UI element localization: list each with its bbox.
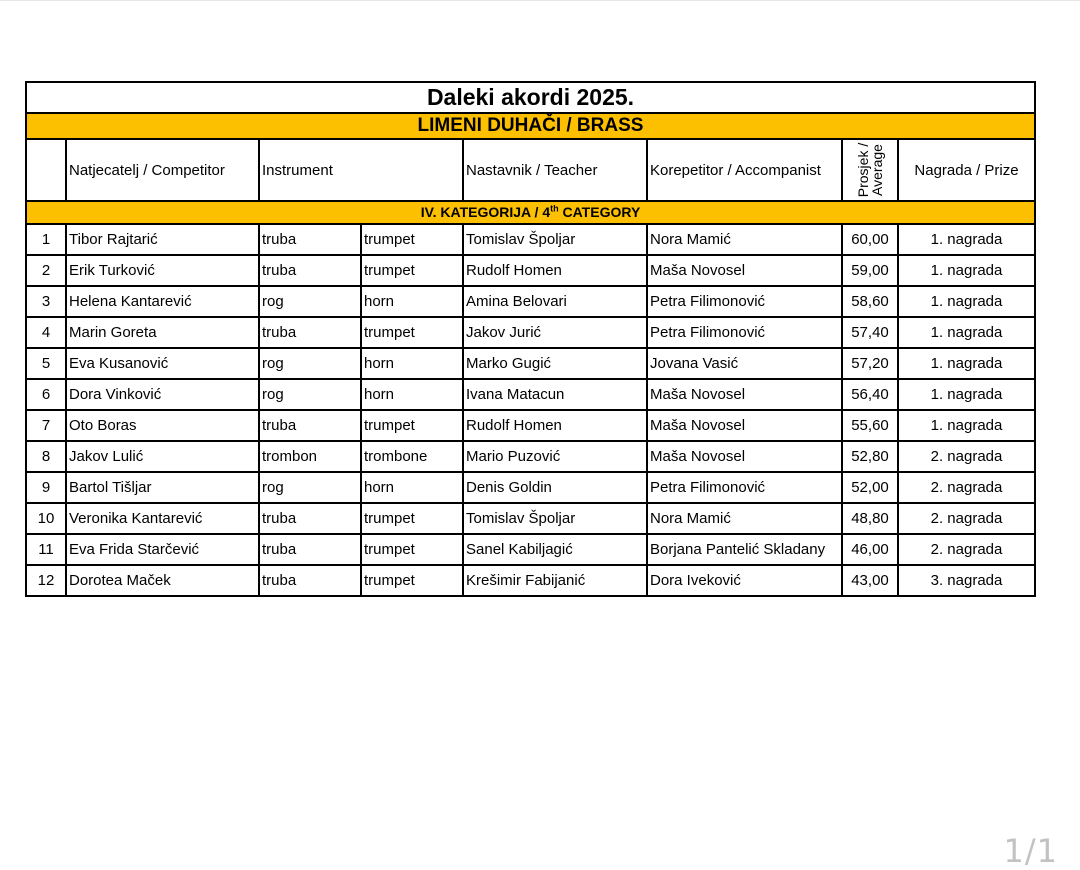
cell-instrument-croatian: rog: [259, 348, 361, 379]
table-row: [26, 286, 1035, 317]
table-row: [26, 441, 1035, 472]
cell-average: 43,00: [842, 565, 898, 596]
cell-teacher: Rudolf Homen: [463, 410, 647, 441]
cell-accompanist: Dora Iveković: [647, 565, 842, 596]
cell-number: 12: [26, 565, 66, 596]
category-ordinal-suffix: th: [550, 203, 559, 214]
cell-accompanist: Nora Mamić: [647, 503, 842, 534]
table-row: [26, 379, 1035, 410]
cell-instrument-english: horn: [361, 348, 463, 379]
cell-instrument-english: trumpet: [361, 410, 463, 441]
cell-prize: 2. nagrada: [898, 503, 1035, 534]
cell-average: 55,60: [842, 410, 898, 441]
header-instrument: Instrument: [259, 139, 463, 201]
cell-number: 9: [26, 472, 66, 503]
cell-teacher: Tomislav Špoljar: [463, 224, 647, 255]
cell-number: 11: [26, 534, 66, 565]
cell-instrument-croatian: truba: [259, 317, 361, 348]
header-accompanist: Korepetitor / Accompanist: [647, 139, 842, 201]
cell-competitor: Eva Frida Starčević: [66, 534, 259, 565]
cell-instrument-english: trumpet: [361, 224, 463, 255]
table-row: [26, 348, 1035, 379]
cell-average: 52,00: [842, 472, 898, 503]
cell-accompanist: Jovana Vasić: [647, 348, 842, 379]
cell-average: 46,00: [842, 534, 898, 565]
header-competitor: Natjecatelj / Competitor: [66, 139, 259, 201]
table-row: [26, 503, 1035, 534]
cell-teacher: Krešimir Fabijanić: [463, 565, 647, 596]
cell-instrument-croatian: truba: [259, 410, 361, 441]
header-number: [26, 139, 66, 201]
section-heading: LIMENI DUHAČI / BRASS: [26, 113, 1035, 139]
cell-accompanist: Maša Novosel: [647, 255, 842, 286]
cell-prize: 3. nagrada: [898, 565, 1035, 596]
cell-prize: 1. nagrada: [898, 286, 1035, 317]
cell-instrument-english: trumpet: [361, 565, 463, 596]
header-teacher: Nastavnik / Teacher: [463, 139, 647, 201]
page-indicator: 1/1: [1003, 832, 1058, 870]
cell-competitor: Oto Boras: [66, 410, 259, 441]
cell-accompanist: Petra Filimonović: [647, 317, 842, 348]
cell-number: 4: [26, 317, 66, 348]
cell-accompanist: Petra Filimonović: [647, 472, 842, 503]
category-suffix: CATEGORY: [558, 204, 641, 220]
cell-number: 3: [26, 286, 66, 317]
cell-number: 10: [26, 503, 66, 534]
header-average-label: Prosjek / Average: [855, 142, 885, 198]
cell-number: 1: [26, 224, 66, 255]
cell-competitor: Helena Kantarević: [66, 286, 259, 317]
cell-competitor: Marin Goreta: [66, 317, 259, 348]
cell-competitor: Dora Vinković: [66, 379, 259, 410]
category-prefix: IV. KATEGORIJA / 4: [420, 204, 551, 220]
cell-prize: 1. nagrada: [898, 255, 1035, 286]
cell-instrument-english: trombone: [361, 441, 463, 472]
cell-instrument-english: horn: [361, 286, 463, 317]
table-row: [26, 410, 1035, 441]
cell-accompanist: Maša Novosel: [647, 441, 842, 472]
cell-prize: 2. nagrada: [898, 534, 1035, 565]
cell-competitor: Tibor Rajtarić: [66, 224, 259, 255]
cell-teacher: Tomislav Špoljar: [463, 503, 647, 534]
category-heading: [26, 201, 1035, 224]
cell-competitor: Jakov Lulić: [66, 441, 259, 472]
cell-number: 8: [26, 441, 66, 472]
cell-instrument-english: trumpet: [361, 534, 463, 565]
cell-instrument-croatian: truba: [259, 503, 361, 534]
cell-teacher: Denis Goldin: [463, 472, 647, 503]
cell-instrument-croatian: rog: [259, 472, 361, 503]
table-row: [26, 472, 1035, 503]
document-title: Daleki akordi 2025.: [26, 82, 1035, 113]
cell-average: 58,60: [842, 286, 898, 317]
cell-teacher: Jakov Jurić: [463, 317, 647, 348]
cell-prize: 1. nagrada: [898, 317, 1035, 348]
cell-prize: 1. nagrada: [898, 348, 1035, 379]
header-prize: Nagrada / Prize: [898, 139, 1035, 201]
header-average: [842, 139, 898, 201]
cell-instrument-croatian: truba: [259, 534, 361, 565]
cell-instrument-croatian: truba: [259, 224, 361, 255]
cell-accompanist: Nora Mamić: [647, 224, 842, 255]
cell-instrument-croatian: rog: [259, 379, 361, 410]
cell-average: 60,00: [842, 224, 898, 255]
cell-instrument-croatian: rog: [259, 286, 361, 317]
table-row: [26, 565, 1035, 596]
cell-number: 7: [26, 410, 66, 441]
cell-instrument-english: trumpet: [361, 255, 463, 286]
cell-number: 5: [26, 348, 66, 379]
viewer-top-edge: [0, 0, 1080, 1]
cell-average: 57,40: [842, 317, 898, 348]
cell-teacher: Sanel Kabiljagić: [463, 534, 647, 565]
cell-instrument-english: horn: [361, 472, 463, 503]
cell-prize: 1. nagrada: [898, 410, 1035, 441]
cell-competitor: Erik Turković: [66, 255, 259, 286]
table-row: [26, 255, 1035, 286]
cell-prize: 2. nagrada: [898, 441, 1035, 472]
cell-instrument-croatian: truba: [259, 565, 361, 596]
cell-accompanist: Petra Filimonović: [647, 286, 842, 317]
cell-instrument-english: horn: [361, 379, 463, 410]
column-header-row: [26, 139, 1035, 201]
cell-number: 2: [26, 255, 66, 286]
cell-average: 57,20: [842, 348, 898, 379]
cell-competitor: Dorotea Maček: [66, 565, 259, 596]
cell-instrument-english: trumpet: [361, 503, 463, 534]
cell-teacher: Ivana Matacun: [463, 379, 647, 410]
cell-accompanist: Borjana Pantelić Skladany: [647, 534, 842, 565]
cell-teacher: Mario Puzović: [463, 441, 647, 472]
cell-competitor: Veronika Kantarević: [66, 503, 259, 534]
cell-instrument-croatian: truba: [259, 255, 361, 286]
cell-competitor: Eva Kusanović: [66, 348, 259, 379]
cell-average: 59,00: [842, 255, 898, 286]
cell-competitor: Bartol Tišljar: [66, 472, 259, 503]
table-row: [26, 317, 1035, 348]
cell-prize: 1. nagrada: [898, 224, 1035, 255]
table-row: [26, 534, 1035, 565]
cell-instrument-croatian: trombon: [259, 441, 361, 472]
cell-teacher: Amina Belovari: [463, 286, 647, 317]
cell-number: 6: [26, 379, 66, 410]
cell-prize: 2. nagrada: [898, 472, 1035, 503]
cell-average: 52,80: [842, 441, 898, 472]
cell-accompanist: Maša Novosel: [647, 379, 842, 410]
cell-instrument-english: trumpet: [361, 317, 463, 348]
cell-prize: 1. nagrada: [898, 379, 1035, 410]
cell-average: 56,40: [842, 379, 898, 410]
cell-teacher: Marko Gugić: [463, 348, 647, 379]
results-table: [25, 81, 1036, 597]
cell-teacher: Rudolf Homen: [463, 255, 647, 286]
table-row: [26, 224, 1035, 255]
cell-average: 48,80: [842, 503, 898, 534]
cell-accompanist: Maša Novosel: [647, 410, 842, 441]
